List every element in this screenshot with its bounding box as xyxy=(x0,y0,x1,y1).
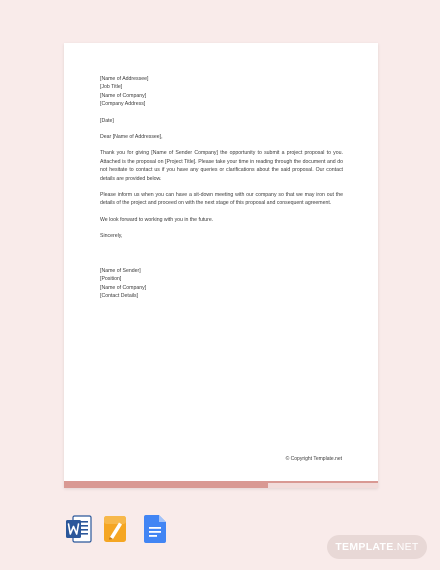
sender-name: [Name of Sender] xyxy=(100,267,141,274)
closing: Sincerely, xyxy=(100,233,123,240)
copyright-text: © Copyright Template.net xyxy=(285,456,342,462)
paragraph-1: Thank you for giving [Name of Sender Company] the opportunity to submit a project proposal to you. Attached is the proposal on [Project Title]. Please take your time in reading through the document and do not hesitate to contact us if you have any queries or clarifications about the said proposal. Our contact details are provided below. xyxy=(100,150,343,182)
sender-contact: [Contact Details] xyxy=(100,292,139,299)
letter-body xyxy=(100,75,343,300)
template-net-logo[interactable] xyxy=(327,535,427,559)
brand-thin: .NET xyxy=(393,541,419,553)
paragraph-2: Please inform us when you can have a sit-down meeting with our company so that we may iron out the details of the project and proceed on with the next stage of this proposal and consequent agreement. xyxy=(100,192,343,207)
pages-icon[interactable] xyxy=(104,515,128,543)
addressee-company: [Name of Company] xyxy=(100,92,147,99)
addressee-job-title: [Job Title] xyxy=(100,84,123,91)
letter-date: [Date] xyxy=(100,117,114,124)
brand-bold: TEMPLATE xyxy=(335,541,394,553)
paragraph-3: We look forward to working with you in the future. xyxy=(100,216,214,223)
salutation: Dear [Name of Addressee], xyxy=(100,134,163,141)
accent-bar xyxy=(64,481,268,488)
accent-bar-line xyxy=(268,481,378,483)
sender-position: [Position] xyxy=(100,276,122,283)
addressee-name: [Name of Addressee] xyxy=(100,76,149,82)
word-icon[interactable] xyxy=(66,515,90,543)
addressee-company-address: [Company Address] xyxy=(100,101,146,108)
letter-document xyxy=(64,43,378,488)
google-docs-icon[interactable] xyxy=(144,515,168,543)
sender-company: [Name of Company] xyxy=(100,284,147,291)
